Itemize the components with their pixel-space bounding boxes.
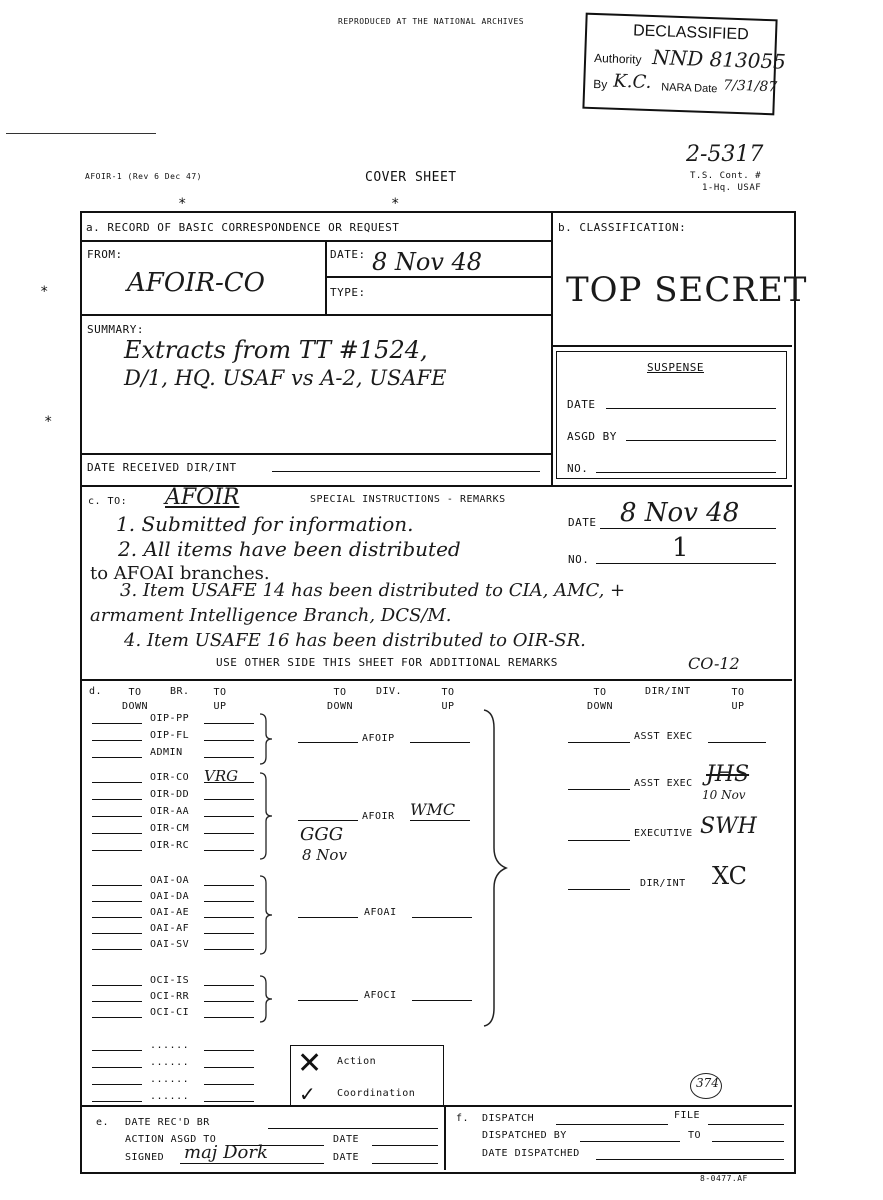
branch-down-field[interactable] bbox=[92, 885, 142, 886]
cover-sheet-title: COVER SHEET bbox=[365, 170, 457, 185]
executive-initials: SWH bbox=[700, 814, 757, 839]
branch-up-field[interactable] bbox=[204, 901, 254, 902]
branch-label: OAI-SV bbox=[150, 939, 190, 950]
dispatched-by-label: DISPATCHED BY bbox=[482, 1130, 567, 1141]
branch-up-field[interactable] bbox=[204, 1101, 254, 1102]
date-dispatched-label: DATE DISPATCHED bbox=[482, 1148, 580, 1159]
branch-down-field[interactable] bbox=[92, 740, 142, 741]
afoai-up-field[interactable] bbox=[412, 917, 472, 918]
afoir-down-initials: GGG bbox=[300, 824, 344, 845]
corner-mark bbox=[6, 133, 156, 134]
action-box bbox=[290, 1045, 444, 1106]
branch-down-field[interactable] bbox=[92, 1067, 142, 1068]
divider-ef bbox=[444, 1105, 446, 1170]
branch-brace bbox=[258, 975, 274, 1023]
executive-down-field[interactable] bbox=[568, 840, 630, 841]
branch-up-field[interactable] bbox=[204, 816, 254, 817]
asterisk-mark: * bbox=[178, 196, 187, 212]
branch-down-field[interactable] bbox=[92, 1001, 142, 1002]
file-field[interactable] bbox=[708, 1124, 784, 1125]
suspense-title: SUSPENSE bbox=[647, 361, 704, 374]
branch-down-field[interactable] bbox=[92, 782, 142, 783]
div-afoai: AFOAI bbox=[364, 907, 397, 918]
section-a-label: a. RECORD OF BASIC CORRESPONDENCE OR REQUEST bbox=[86, 221, 400, 234]
branch-brace bbox=[258, 772, 274, 860]
e-label: e. bbox=[96, 1117, 110, 1128]
e-date-1-field[interactable] bbox=[372, 1145, 438, 1146]
branch-up-field[interactable] bbox=[204, 723, 254, 724]
branch-down-field[interactable] bbox=[92, 723, 142, 724]
afoip-down-field[interactable] bbox=[298, 742, 358, 743]
branch-label: ADMIN bbox=[150, 747, 183, 758]
dir-asst-exec-2: ASST EXEC bbox=[634, 778, 693, 789]
branch-up-field[interactable] bbox=[204, 949, 254, 950]
stamp-nara-date-value: 7/31/87 bbox=[722, 77, 778, 96]
c-no-value: 1 bbox=[672, 533, 689, 563]
division-brace bbox=[480, 708, 516, 1028]
branch-label: OCI-RR bbox=[150, 991, 190, 1002]
branch-up-field[interactable] bbox=[204, 1017, 254, 1018]
branch-down-field[interactable] bbox=[92, 1101, 142, 1102]
c-no-label: NO. bbox=[568, 553, 590, 566]
branch-label: OIP-PP bbox=[150, 713, 190, 724]
branch-label: OIR-DD bbox=[150, 789, 190, 800]
signed-field[interactable] bbox=[180, 1163, 324, 1164]
branch-label: ...... bbox=[150, 1040, 190, 1051]
branch-label: OIR-CM bbox=[150, 823, 190, 834]
branch-label: ...... bbox=[150, 1074, 190, 1085]
branch-label: ...... bbox=[150, 1057, 190, 1068]
reproduced-note: REPRODUCED AT THE NATIONAL ARCHIVES bbox=[338, 17, 525, 26]
from-value: AFOIR-CO bbox=[127, 268, 265, 298]
date-value: 8 Nov 48 bbox=[372, 248, 483, 276]
col-to-up-2: TO UP bbox=[441, 687, 455, 712]
asst-exec-1-down-field[interactable] bbox=[568, 742, 630, 743]
col-to-down-2: TO DOWN bbox=[326, 687, 354, 712]
e-date-2: DATE bbox=[333, 1152, 360, 1163]
date-received-field[interactable] bbox=[272, 471, 540, 472]
date-received-label: DATE RECEIVED DIR/INT bbox=[87, 461, 237, 474]
stamp-by-value: K.C. bbox=[612, 70, 652, 94]
branch-down-field[interactable] bbox=[92, 933, 142, 934]
stamp-by-label: By bbox=[593, 76, 608, 92]
d-label: d. bbox=[89, 686, 103, 697]
branch-up-field[interactable] bbox=[204, 1084, 254, 1085]
branch-down-field[interactable] bbox=[92, 816, 142, 817]
col-br: BR. bbox=[170, 686, 190, 697]
summary-line-2: D/1, HQ. USAF vs A-2, USAFE bbox=[124, 366, 447, 390]
classification-value: TOP SECRET bbox=[566, 270, 808, 310]
afoir-down-field[interactable] bbox=[298, 820, 358, 821]
e-date-1: DATE bbox=[333, 1134, 360, 1145]
branch-label: OCI-CI bbox=[150, 1007, 190, 1018]
asterisk-mark: * bbox=[391, 196, 400, 212]
remark-line-6: 4. Item USAFE 16 has been distributed to OIR-SR. bbox=[124, 630, 586, 651]
divider-summary bbox=[80, 314, 553, 316]
summary-line-1: Extracts from TT #1524, bbox=[124, 336, 428, 364]
divider-date-received bbox=[80, 453, 553, 455]
ts-number: 2-5317 bbox=[686, 142, 764, 167]
afoci-down-field[interactable] bbox=[298, 1000, 358, 1001]
branch-down-field[interactable] bbox=[92, 1084, 142, 1085]
to-f-label: TO bbox=[688, 1130, 702, 1141]
ts-label: T.S. Cont. # bbox=[690, 171, 762, 181]
branch-label: OAI-DA bbox=[150, 891, 190, 902]
branch-label: OIR-CO bbox=[150, 772, 190, 783]
divider-section-d bbox=[80, 679, 792, 681]
section-b-label: b. CLASSIFICATION: bbox=[558, 221, 687, 234]
branch-brace bbox=[258, 713, 274, 765]
branch-down-field[interactable] bbox=[92, 949, 142, 950]
asst-exec-2-date: 10 Nov bbox=[702, 788, 746, 802]
branch-down-field[interactable] bbox=[92, 833, 142, 834]
type-label: TYPE: bbox=[330, 286, 366, 299]
asst-exec-1-up-field[interactable] bbox=[708, 742, 766, 743]
use-other-side: USE OTHER SIDE THIS SHEET FOR ADDITIONAL REMARKS bbox=[216, 656, 558, 669]
summary-label: SUMMARY: bbox=[87, 323, 144, 336]
declassified-stamp bbox=[582, 13, 787, 116]
suspense-asgd-field[interactable] bbox=[626, 440, 776, 441]
branch-down-field[interactable] bbox=[92, 1017, 142, 1018]
signed-value: maj Dork bbox=[184, 1142, 268, 1163]
remark-line-1: 1. Submitted for information. bbox=[116, 512, 414, 536]
remark-line-5: armament Intelligence Branch, DCS/M. bbox=[90, 605, 452, 626]
branch-up-field[interactable] bbox=[204, 1067, 254, 1068]
asst-exec-2-initials: JHS bbox=[706, 762, 750, 787]
date-recd-br-field[interactable] bbox=[268, 1128, 438, 1129]
dir-asst-exec-1: ASST EXEC bbox=[634, 731, 693, 742]
suspense-asgd-label: ASGD BY bbox=[567, 430, 617, 443]
dispatched-by-field[interactable] bbox=[580, 1141, 680, 1142]
oir-co-initials: VRG bbox=[204, 767, 239, 785]
divider-suspense bbox=[551, 345, 792, 347]
afoir-initials: WMC bbox=[410, 800, 456, 819]
branch-label: ...... bbox=[150, 1091, 190, 1102]
afoci-up-field[interactable] bbox=[412, 1000, 472, 1001]
stamp-authority-value: NND 813055 bbox=[651, 45, 787, 74]
col-to-up-3: TO UP bbox=[731, 687, 745, 712]
date-dispatched-field[interactable] bbox=[596, 1159, 784, 1160]
branch-up-field[interactable] bbox=[204, 917, 254, 918]
div-afoir: AFOIR bbox=[362, 811, 395, 822]
from-label: FROM: bbox=[87, 248, 123, 261]
branch-brace bbox=[258, 875, 274, 955]
suspense-no-field[interactable] bbox=[596, 472, 776, 473]
afoir-down-date: 8 Nov bbox=[302, 846, 347, 864]
col-dir-int: DIR/INT bbox=[645, 686, 691, 697]
to-f-field[interactable] bbox=[712, 1141, 784, 1142]
dir-executive: EXECUTIVE bbox=[634, 828, 693, 839]
branch-label: OCI-IS bbox=[150, 975, 190, 986]
dispatch-field[interactable] bbox=[556, 1124, 668, 1125]
remark-line-2: 2. All items have been distributed bbox=[118, 537, 461, 561]
action-x-icon[interactable]: ✕ bbox=[297, 1046, 323, 1081]
f-label: f. bbox=[456, 1113, 470, 1124]
coordination-label: Coordination bbox=[337, 1088, 416, 1099]
col-to-up-1: TO UP bbox=[213, 687, 227, 712]
divider-ab bbox=[551, 211, 553, 486]
branch-label: OIP-FL bbox=[150, 730, 190, 741]
date-recd-br: DATE REC'D BR bbox=[125, 1117, 210, 1128]
branch-down-field[interactable] bbox=[92, 901, 142, 902]
branch-down-field[interactable] bbox=[92, 757, 142, 758]
branch-down-field[interactable] bbox=[92, 917, 142, 918]
branch-down-field[interactable] bbox=[92, 985, 142, 986]
suspense-date-label: DATE bbox=[567, 398, 596, 411]
remark-line-4: 3. Item USAFE 14 has been distributed to CIA, AMC, + bbox=[120, 580, 626, 601]
branch-up-field[interactable] bbox=[204, 1001, 254, 1002]
branch-up-field[interactable] bbox=[204, 833, 254, 834]
asterisk-mark: * bbox=[40, 284, 49, 300]
c-date-field[interactable] bbox=[600, 528, 776, 529]
suspense-no-label: NO. bbox=[567, 462, 589, 475]
branch-label: OAI-AE bbox=[150, 907, 190, 918]
col-div: DIV. bbox=[376, 686, 403, 697]
branch-up-field[interactable] bbox=[204, 799, 254, 800]
c-code: CO-12 bbox=[688, 654, 740, 673]
action-asgd-to: ACTION ASGD TO bbox=[125, 1134, 217, 1145]
ts-org: 1-Hq. USAF bbox=[702, 183, 762, 193]
afoai-down-field[interactable] bbox=[298, 917, 358, 918]
branch-up-field[interactable] bbox=[204, 885, 254, 886]
stamp-title: DECLASSIFIED bbox=[632, 22, 749, 44]
stamp-authority-label: Authority bbox=[593, 51, 642, 67]
c-no-field[interactable] bbox=[596, 563, 776, 564]
div-afoip: AFOIP bbox=[362, 733, 395, 744]
form-id: AFOIR-1 (Rev 6 Dec 47) bbox=[85, 172, 202, 181]
branch-label: OAI-OA bbox=[150, 875, 190, 886]
branch-label: OIR-RC bbox=[150, 840, 190, 851]
branch-down-field[interactable] bbox=[92, 799, 142, 800]
dir-int-initials: XC bbox=[712, 862, 748, 890]
dir-int-down-field[interactable] bbox=[568, 889, 630, 890]
form-number: 8-0477.AF bbox=[700, 1174, 748, 1183]
afoip-up-field[interactable] bbox=[410, 742, 470, 743]
stamp-nara-date-label: NARA Date bbox=[660, 81, 718, 96]
branch-up-field[interactable] bbox=[204, 850, 254, 851]
asterisk-mark: * bbox=[44, 414, 53, 430]
branch-up-field[interactable] bbox=[204, 933, 254, 934]
branch-up-field[interactable] bbox=[204, 985, 254, 986]
coordination-check-icon[interactable]: ✓ bbox=[299, 1082, 316, 1106]
remark-line-3: to AFOAI branches. bbox=[90, 563, 270, 584]
dir-dir-int: DIR/INT bbox=[640, 878, 686, 889]
to-value: AFOIR bbox=[165, 485, 240, 510]
div-afoci: AFOCI bbox=[364, 990, 397, 1001]
branch-up-field[interactable] bbox=[204, 757, 254, 758]
dispatch-label: DISPATCH bbox=[482, 1113, 535, 1124]
suspense-date-field[interactable] bbox=[606, 408, 776, 409]
circled-number: 374 bbox=[696, 1076, 719, 1090]
col-to-down-1: TO DOWN bbox=[121, 687, 149, 712]
signed-label: SIGNED bbox=[125, 1152, 165, 1163]
date-label: DATE: bbox=[330, 248, 366, 261]
c-date-value: 8 Nov 48 bbox=[620, 498, 740, 528]
branch-label: OIR-AA bbox=[150, 806, 190, 817]
file-label: FILE bbox=[674, 1110, 701, 1121]
afoir-up-field[interactable] bbox=[410, 820, 470, 821]
divider-a-header bbox=[80, 240, 553, 242]
branch-up-field[interactable] bbox=[204, 740, 254, 741]
branch-down-field[interactable] bbox=[92, 1050, 142, 1051]
branch-down-field[interactable] bbox=[92, 850, 142, 851]
divider-date-type bbox=[325, 276, 553, 278]
to-label: c. TO: bbox=[88, 496, 128, 507]
branch-up-field[interactable] bbox=[204, 1050, 254, 1051]
instructions-label: SPECIAL INSTRUCTIONS - REMARKS bbox=[310, 494, 506, 505]
e-date-2-field[interactable] bbox=[372, 1163, 438, 1164]
c-date-label: DATE bbox=[568, 516, 597, 529]
branch-label: OAI-AF bbox=[150, 923, 190, 934]
col-to-down-3: TO DOWN bbox=[586, 687, 614, 712]
asst-exec-2-down-field[interactable] bbox=[568, 789, 630, 790]
action-label: Action bbox=[337, 1056, 377, 1067]
divider-section-ef bbox=[80, 1105, 792, 1107]
